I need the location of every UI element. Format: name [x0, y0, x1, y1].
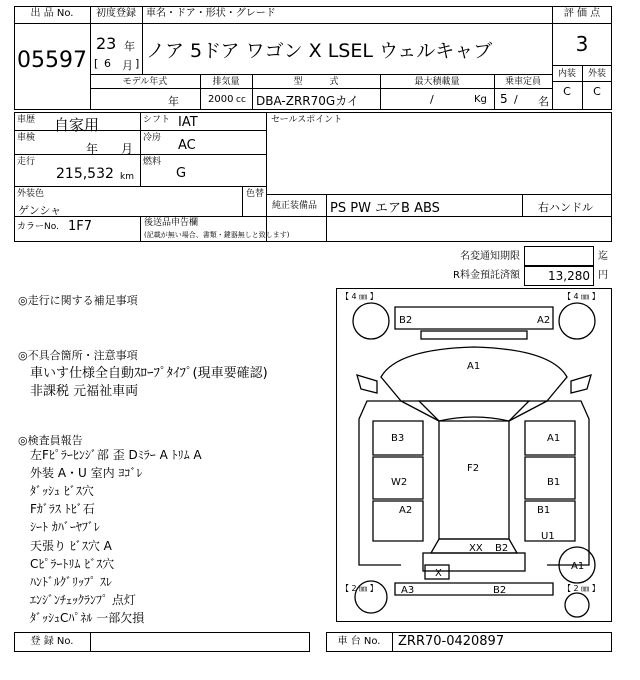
tire-depth-rear-left: 【 2 ㎜ 】	[341, 584, 378, 593]
inspection-month-unit: 月	[121, 142, 134, 156]
first-reg-month-close: ]	[135, 57, 140, 70]
displacement-label: 排気量	[212, 77, 240, 87]
damage-mark: U1	[541, 531, 555, 542]
lot-label: 出 品 No.	[30, 8, 74, 19]
color-no-label: カラーNo.	[17, 222, 59, 232]
type-label: 型 式	[293, 77, 339, 87]
name-change-label: 名変通知期限	[460, 251, 520, 262]
equipment-label: 純正装備品	[272, 201, 318, 211]
chassis-number: ZRR70-0420897	[398, 634, 505, 649]
lot-number: 05597	[17, 48, 87, 73]
tire-depth-front-right: 【 4 ㎜ 】	[563, 292, 600, 301]
inspector-line: ﾀﾞｯｼｭ ﾋﾞｽ穴	[30, 484, 94, 498]
damage-mark: B2	[495, 543, 509, 554]
color-no-value: 1F7	[68, 219, 93, 234]
shift-value: IAT	[178, 115, 198, 130]
damage-mark: A3	[401, 585, 415, 596]
fuel-label: 燃料	[143, 157, 162, 167]
mileage-value: 215,532	[56, 166, 114, 182]
name-change-unit: 迄	[598, 251, 608, 262]
damage-mark: B2	[399, 315, 413, 326]
inspector-line: ﾀﾞｯｼｭCﾊﾟﾈﾙ 一部欠損	[30, 611, 145, 625]
inspector-line: Cﾋﾟﾗｰﾄﾘﾑ ﾋﾞｽ穴	[30, 557, 115, 571]
damage-mark: B1	[537, 505, 551, 516]
damage-mark: B1	[547, 477, 561, 488]
load-label: 最大積載量	[414, 77, 460, 87]
capacity-label: 乗車定員	[504, 77, 541, 87]
damage-mark: X	[435, 568, 442, 579]
mileage-unit: km	[120, 172, 134, 182]
defect-line: 非課税 元福祉車両	[30, 384, 139, 399]
color-change-label: 色替	[246, 189, 265, 199]
damage-mark: W2	[391, 477, 408, 488]
exterior-label: 外装	[587, 69, 606, 79]
car-diagram-svg	[337, 289, 611, 621]
damage-mark: A2	[537, 315, 551, 326]
defects-heading: ◎不具合箇所・注意事項	[18, 349, 138, 362]
displacement-value: 2000	[208, 94, 234, 105]
damage-mark: B3	[391, 433, 405, 444]
aircon-label: 冷房	[143, 133, 162, 143]
capacity-unit: 名	[538, 95, 549, 108]
first-reg-year: 23	[96, 34, 117, 53]
car-diagram	[336, 288, 612, 622]
exterior-color-label: 外装色	[17, 189, 45, 199]
inspector-line: ﾊﾝﾄﾞﾙｸﾞﾘｯﾌﾟ ｽﾚ	[30, 575, 112, 589]
vehicle-name: ノア 5ドア ワゴン X LSEL ウェルキャブ	[146, 40, 493, 62]
recycle-label: R料金預託済額	[453, 270, 520, 281]
interior-grade: C	[563, 85, 571, 98]
aftermarket-label: 後送品申告欄	[144, 218, 199, 228]
vehicle-label: 車名・ドア・形状・グレード	[146, 8, 276, 19]
equipment-value: PS PW エアB ABS	[330, 201, 440, 216]
history-label: 車歴	[17, 115, 36, 125]
inspector-line: ｴﾝｼﾞﾝﾁｪｯｸﾗﾝﾌﾟ 点灯	[30, 593, 136, 607]
fuel-value: G	[176, 166, 187, 181]
load-unit: Kg	[474, 94, 487, 105]
displacement-unit: cc	[236, 95, 246, 105]
shift-label: シフト	[143, 115, 171, 125]
chassis-label: 車 台 No.	[337, 636, 381, 647]
first-reg-month-open: [	[94, 57, 99, 70]
tire-depth-rear-right: 【 2 ㎜ 】	[563, 584, 600, 593]
exterior-color-value: ゲンシャ	[18, 204, 62, 217]
name-change-box	[524, 246, 594, 266]
first-reg-month: 6	[104, 57, 111, 70]
aftermarket-note: (記載が無い場合、書類・鍵器無しと致します)	[144, 231, 290, 239]
damage-mark: A2	[399, 505, 413, 516]
damage-mark: XX	[469, 543, 483, 554]
inspector-line: 左Fﾋﾟﾗｰﾋﾝｼﾞ部 歪 Dﾐﾗｰ A ﾄﾘﾑ A	[30, 448, 202, 462]
damage-mark: F2	[467, 463, 480, 474]
first-reg-year-unit: 年	[124, 40, 135, 53]
first-reg-month-unit: 月	[122, 59, 133, 72]
history-value: 自家用	[54, 116, 100, 134]
inspector-line: 外装 A・U 室内 ﾖｺﾞﾚ	[30, 466, 143, 480]
capacity-value: 5	[500, 92, 508, 106]
damage-mark: A1	[467, 361, 481, 372]
grade-label: 評 価 点	[563, 8, 601, 19]
defect-line: 車いす仕様全自動ｽﾛｰﾌﾟﾀｲﾌﾟ(現車要確認)	[30, 366, 268, 381]
sales-point-label: セールスポイント	[271, 115, 343, 125]
model-year-label: モデル年式	[122, 77, 168, 87]
recycle-value: 13,280	[548, 269, 590, 283]
supplement-heading: ◎走行に関する補足事項	[18, 294, 138, 307]
damage-mark: A1	[547, 433, 561, 444]
aircon-value: AC	[178, 138, 196, 153]
inspector-line: Fｶﾞﾗｽ ﾄﾋﾞ石	[30, 502, 95, 516]
first-reg-label: 初度登録	[96, 8, 136, 19]
inspection-year-unit: 年	[86, 142, 99, 156]
inspection-label: 車検	[17, 133, 36, 143]
model-year-unit: 年	[168, 95, 179, 108]
registration-label: 登 録 No.	[30, 636, 74, 647]
grade-score: 3	[575, 32, 589, 56]
inspector-heading: ◎検査員報告	[18, 434, 83, 447]
inspector-line: 天張り ﾋﾞｽ穴 A	[30, 539, 112, 553]
tire-depth-front-left: 【 4 ㎜ 】	[341, 292, 378, 301]
damage-mark: A1	[571, 561, 585, 572]
capacity-slash: /	[514, 93, 518, 106]
interior-label: 内装	[557, 69, 576, 79]
inspector-line: ｼｰﾄ ｶﾊﾞｰﾔﾌﾞﾚ	[30, 520, 100, 534]
load-slash: /	[430, 93, 434, 106]
damage-mark: B2	[493, 585, 507, 596]
mileage-label: 走行	[17, 157, 36, 167]
steering-value: 右ハンドル	[538, 201, 593, 214]
type-value: DBA-ZRR70Gカイ	[256, 94, 359, 108]
exterior-grade: C	[593, 85, 601, 98]
recycle-unit: 円	[598, 270, 608, 281]
